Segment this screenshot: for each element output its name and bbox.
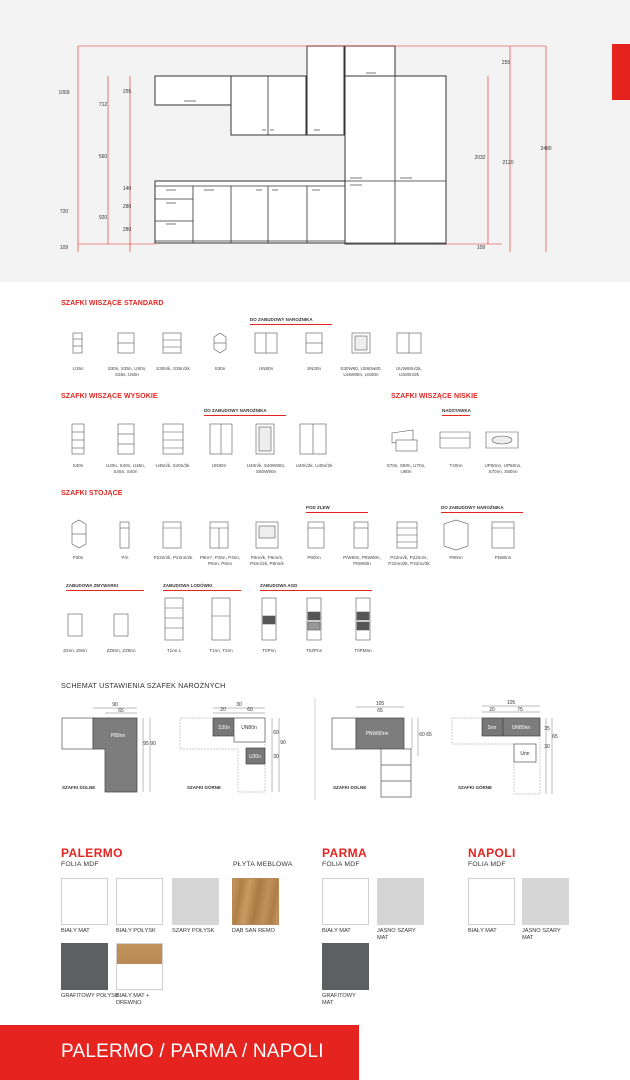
brand-napoli: NAPOLI	[468, 846, 516, 860]
brand-palermo: PALERMO	[61, 846, 123, 860]
cabinet-icon	[120, 522, 129, 548]
swatch-palermo-dab-san-remo	[232, 878, 279, 925]
caption: Z2nn, Z8nn	[63, 648, 87, 653]
caption: UN80n	[211, 463, 227, 468]
swatch-parma-jasno-szary-mat	[377, 878, 424, 925]
dim-712: 712	[98, 102, 108, 108]
dim-280-a: 280	[122, 204, 132, 210]
schematic-dim: 105	[375, 701, 385, 707]
schematic-label: SZAFKI GÓRNE	[187, 785, 222, 790]
schematic-dim: 90	[150, 741, 156, 747]
caption: P8nn*, P3nn, P4nn, P5nn, P6nn	[199, 555, 241, 566]
schematic-dim: 65	[552, 734, 558, 740]
dim-280-b: 280	[122, 227, 132, 233]
schematic-dim: 65	[377, 708, 383, 714]
kitchen-elevation-drawing	[0, 0, 630, 282]
caption: P22nn/k, P22nn/s, P22nn/2k, P22nn/3k	[388, 555, 430, 566]
napoli-folia: FOLIA MDF	[468, 861, 506, 868]
caption: S30n	[214, 366, 226, 371]
caption: P80nn	[307, 555, 321, 560]
schematic-dim: 30	[273, 754, 279, 760]
schematic-dim: 30	[236, 702, 242, 708]
cabinet-icon	[444, 520, 468, 550]
caption: S70n, S80n, U70n, U80n	[386, 463, 426, 474]
schematic-box-label: U30n	[249, 754, 261, 760]
wall-cabinet-tall	[307, 46, 344, 135]
swatch-napoli-bialy-mat	[468, 878, 515, 925]
caption: P/n	[121, 555, 129, 560]
swatch-label: BIAŁY MAT	[61, 928, 90, 934]
section-title-standing: SZAFKI STOJĄCE	[61, 490, 123, 497]
cabinet-icon	[354, 522, 368, 548]
palermo-plyta: PŁYTA MEBLOWA	[233, 861, 293, 868]
caption: SN30n	[306, 366, 322, 371]
subtitle-corner-standard: DO ZABUDOWY NAROŻNIKA	[250, 317, 332, 325]
cabinet-icon	[73, 333, 82, 353]
caption: T0PMnn	[354, 648, 372, 653]
caption: P22nn/k, P22nn/2k	[153, 555, 193, 560]
dim-560: 560	[98, 154, 108, 160]
dim-140: 140	[122, 186, 132, 192]
kitchen-elevation-panel	[0, 0, 630, 282]
schematic-dim: 90	[112, 702, 118, 708]
schematic-dim: 60	[247, 707, 253, 713]
subtitle-nadstawka: NADSTAWKA	[442, 408, 470, 416]
caption: S40n	[72, 463, 84, 468]
footer-title: PALERMO / PARMA / NAPOLI	[61, 1041, 324, 1062]
swatch-parma-bialy-mat	[322, 878, 369, 925]
wall-cabinet-top	[345, 46, 395, 76]
swatch-label: BIAŁY POŁYSK	[116, 928, 156, 934]
caption: P/W60n, P8W60n, P8W80n	[343, 555, 381, 566]
caption: S30n/k, S35n/2k	[156, 366, 190, 371]
schematic-dim: 60	[273, 730, 279, 736]
cabinet-icon	[72, 424, 84, 454]
wall-standard-icons	[0, 325, 630, 365]
caption: P6nn/k, P6nn/s, P6nn/2k, P8nn/k	[250, 555, 284, 566]
schematic-dim: 30	[544, 744, 550, 750]
swatch-palermo-bialy-polysk	[116, 878, 163, 925]
dim-2480: 2480	[540, 146, 552, 152]
swatch-napoli-jasno-szary-mat	[522, 878, 569, 925]
cabinet-icon	[440, 432, 470, 448]
subtitle-corner-tall: DO ZABUDOWY NAROŻNIKA	[204, 408, 286, 416]
swatch-label: JASNO SZARY MAT	[522, 928, 561, 942]
cabinet-icon	[212, 598, 230, 640]
swatch-parma-grafitowy-mat	[322, 943, 369, 990]
red-edge-tab	[612, 44, 630, 100]
swatch-palermo-grafitowy-polysk	[61, 943, 108, 990]
schematic-box-label: UN80n	[241, 725, 257, 731]
dim-255: 255	[122, 89, 132, 95]
dim-720: 720	[59, 209, 69, 215]
swatch-label: SZARY POŁYSK	[172, 928, 215, 934]
caption: UUW60n/2k, US80n/2k	[395, 366, 423, 377]
schematic-dim: 95	[143, 741, 149, 747]
schematic-box-label: Snn	[487, 725, 497, 731]
caption: T0ZPnn	[305, 648, 323, 653]
caption: S30n, S35n, U50n, S35s, U50n	[107, 366, 147, 377]
caption: S30W80, US60w80, UUW80n, US80n	[340, 366, 382, 377]
parma-folia: FOLIA MDF	[322, 861, 360, 868]
caption: P80nn	[449, 555, 463, 560]
swatch-palermo-bialy-mat	[61, 878, 108, 925]
schematic-label: SZAFKI GÓRNE	[458, 785, 493, 790]
swatch-label: JASNO SZARY MAT	[377, 928, 416, 942]
schematic-dim: 105	[506, 700, 516, 706]
section-title-wall-tall: SZAFKI WISZĄCE WYSOKIE	[61, 393, 158, 400]
subtitle-fridge: ZABUDOWA LODÓWKI	[163, 583, 241, 591]
swatch-label: BIAŁY MAT	[468, 928, 497, 934]
swatch-palermo-szary-polysk	[172, 878, 219, 925]
dim-2120: 2120	[502, 160, 514, 166]
subtitle-dishwasher: ZABUDOWA ZMYWARKI	[66, 583, 144, 591]
schematic-dim: 20	[220, 707, 226, 713]
caption: U15n	[72, 366, 84, 371]
caption: P30n	[72, 555, 84, 560]
caption: U45n/k, S40n/2k	[155, 463, 190, 468]
schematic-box-label: UN80nn	[511, 725, 531, 731]
schematic-dim: 35	[544, 726, 550, 732]
swatch-label: BIAŁY MAT + DREWNO	[116, 993, 150, 1007]
caption: UN80n	[258, 366, 274, 371]
subtitle-agd: ZABUDOWA AGD	[260, 583, 372, 591]
schematic-box-label: P80nn	[110, 733, 126, 739]
palermo-folia: FOLIA MDF	[61, 861, 99, 868]
cabinet-icon	[114, 614, 128, 636]
wall-cabinet-double	[231, 76, 306, 135]
tall-unit	[345, 76, 446, 244]
schematic-dim: 90	[280, 740, 286, 746]
cabinet-icon	[492, 522, 514, 548]
schematic-label: SZAFKI DOLNE	[62, 785, 96, 790]
schematic-label: SZAFKI DOLNE	[333, 785, 367, 790]
schematic-dim: 65	[118, 708, 124, 714]
cabinet-icon	[308, 522, 324, 548]
caption: T1nn, T2nn	[209, 648, 233, 653]
schematic-dim: 20	[489, 707, 495, 713]
swatch-palermo-bialy-mat-drewno	[116, 943, 163, 990]
wall-tall-icons	[0, 418, 630, 462]
dim-109-left: 109	[59, 245, 69, 251]
cabinet-icon	[68, 614, 82, 636]
schematic-dim: 60	[419, 732, 425, 738]
schematic-box-label: Unn	[520, 751, 530, 757]
section-title-wall-standard: SZAFKI WISZĄCE STANDARD	[61, 300, 164, 307]
cabinet-icon	[163, 333, 181, 353]
caption: U40n/k, S40W80n, S60W90n	[246, 463, 286, 474]
schematic-box-label: S30n	[218, 725, 230, 731]
swatch-label: GRAFITOWY POŁYSK	[61, 993, 119, 999]
cabinet-icon	[118, 424, 134, 454]
caption: PN80nn	[494, 555, 512, 560]
swatch-label: GRAFITOWY MAT	[322, 993, 356, 1007]
swatch-label: BIAŁY MAT	[322, 928, 351, 934]
cabinet-icon	[163, 522, 181, 548]
caption: U40n, S40n, U45n, S45n, S40n	[105, 463, 146, 474]
caption: U40n/2k, U45n/2k	[295, 463, 333, 468]
dim-1069: 1069	[58, 90, 70, 96]
schematic-box-label: PNW80nn	[365, 731, 389, 737]
caption: UP60nn, UP80nn, S70nn, S80nn	[484, 463, 522, 474]
schematic-title: SCHEMAT USTAWIENIA SZAFEK NAROŻNYCH	[61, 681, 226, 690]
dim-920: 920	[98, 215, 108, 221]
schematic-dim: 65	[426, 732, 432, 738]
dim-109-right: 109	[476, 245, 486, 251]
schematic-dim: 75	[517, 707, 523, 713]
dim-2032: 2032	[474, 155, 486, 161]
caption: T40nn	[449, 463, 463, 468]
subtitle-corner-standing: DO ZABUDOWY NAROŻNIKA	[441, 505, 523, 513]
section-title-wall-low: SZAFKI WISZĄCE NISKIE	[391, 393, 478, 400]
caption: T0Pnn	[262, 648, 276, 653]
standing-icons	[0, 514, 630, 554]
caption: T1nn L	[166, 648, 182, 653]
caption: ZZ8nn, ZZ8nn	[106, 648, 136, 653]
swatch-label: DĄB SAN REMO	[232, 928, 275, 934]
brand-parma: PARMA	[322, 846, 368, 860]
cabinet-icon	[163, 424, 183, 454]
cabinet-icon	[165, 598, 183, 640]
subtitle-sink: POD ZLEW	[306, 505, 368, 513]
appliance-icons	[0, 592, 630, 644]
dim-255-right: 255	[501, 60, 511, 66]
